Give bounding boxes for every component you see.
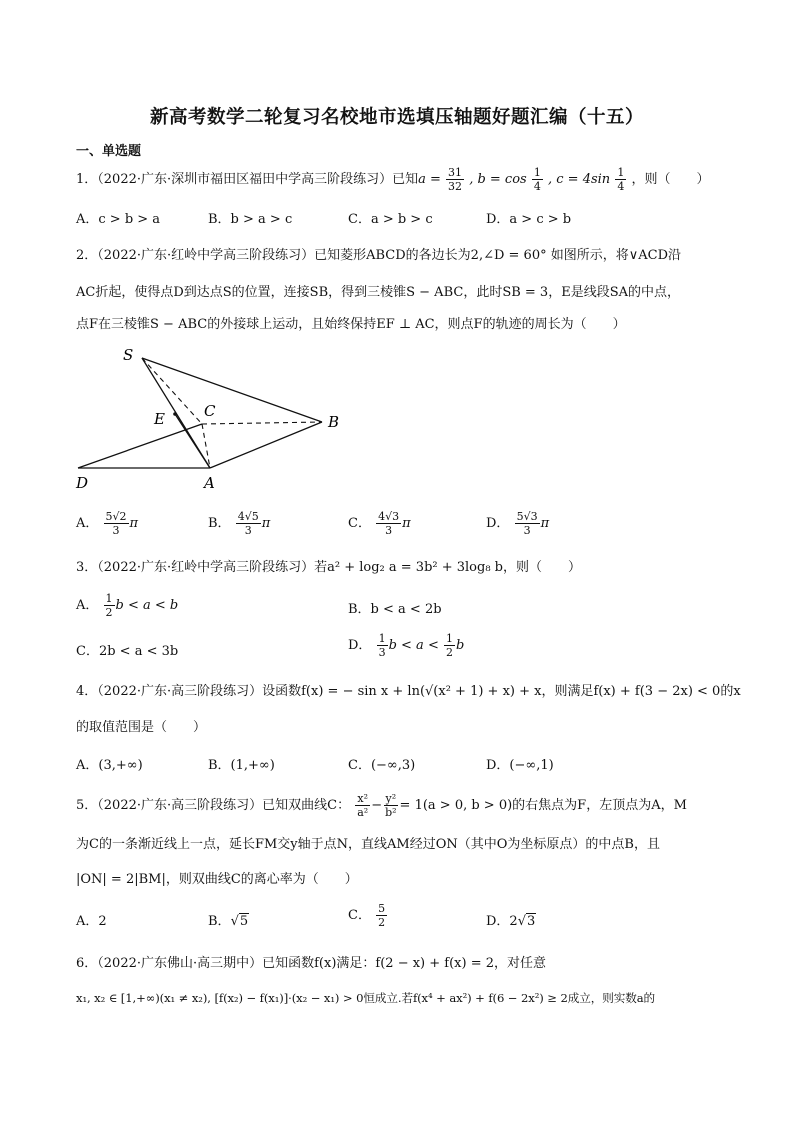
label-a: A [204, 474, 215, 492]
q5-option-c: C． $\frac{5}{2}$ [348, 902, 386, 929]
q1-option-d: D．a > c > b [486, 212, 572, 227]
pyramid-figure [70, 340, 360, 500]
q2-option-d: D． $\frac{5√3}{3}$ π [486, 510, 550, 537]
page-title: 新高考数学二轮复习名校地市选填压轴题好题汇编（十五） [149, 107, 644, 128]
question-5-line-1: 5．（2022·广东·高三阶段练习）已知双曲线C： $\frac{\text{x²}}{\text{a²}}$ − $\frac{\text{y²}}{\text{b²}}$ = 1(a > 0, b > 0)的右焦点为F，左顶点为A，M [76, 792, 687, 819]
question-5-line-3: |ON| = 2|BM|，则双曲线C的离心率为（ ） [76, 872, 358, 887]
question-2-line-1: 2．（2022·广东·红岭中学高三阶段练习）已知菱形ABCD的各边长为2,∠D = 60° 如图所示，将∨ACD沿 [76, 248, 681, 263]
edge-sb [142, 358, 322, 422]
edge-sc-hidden [142, 358, 202, 424]
label-s: S [123, 346, 134, 364]
q1-option-b: B．b > a > c [208, 212, 293, 227]
question-4-line-1: 4．（2022·广东·高三阶段练习）设函数f(x) = − sin x + ln(√(x² + 1) + x) + x，则满足f(x) + f(3 − 2x) < 0的x [76, 684, 741, 699]
question-4-line-2: 的取值范围是（ ） [76, 720, 207, 735]
question-2-line-2: AC折起，使得点D到达点S的位置，连接SB，得到三棱锥S − ABC，此时SB = 3，E是线段SA的中点， [76, 285, 680, 300]
q2-option-b: B． $\frac{4√5}{3}$ π [208, 510, 271, 537]
question-1-stem: 1．（2022·广东·深圳市福田区福田中学高三阶段练习）已知a = $\frac{31}{32}$ , b = cos $\frac{1}{4}$ , c = 4sin $\frac{1}{4}$ ，则（ ） [76, 166, 710, 193]
question-3-stem: 3．（2022·广东·红岭中学高三阶段练习）若a² + log₂ a = 3b² + 3log₈ b，则（ ） [76, 560, 582, 575]
question-6-line-2: x₁, x₂ ∈ [1,+∞)(x₁ ≠ x₂), [f(x₂) − f(x₁)]·(x₂ − x₁) > 0恒成立.若f(x⁴ + ax²) + f(6 − 2x²) ≥ 2成立，则实数a的 [76, 991, 656, 1005]
label-b: B [328, 413, 340, 431]
q4-option-a: A．(3,+∞) [76, 758, 143, 773]
question-2-line-3: 点F在三棱锥S − ABC的外接球上运动，且始终保持EF ⊥ AC，则点F的轨迹的周长为（ ） [76, 317, 626, 332]
point-e-dot [173, 412, 177, 416]
q4-option-d: D．(−∞,1) [486, 758, 554, 773]
q3-option-a: A． $\frac{1}{2}$ b < a < b [76, 592, 179, 619]
q3-option-d: D． $\frac{1}{3}$ b < a < $\frac{1}{2}$ b [348, 632, 465, 659]
question-6-line-1: 6．（2022·广东佛山·高三期中）已知函数f(x)满足：f(2 − x) + f(x) = 2，对任意 [76, 956, 546, 971]
edge-cb-hidden [202, 422, 322, 424]
q3-option-b: B．b < a < 2b [348, 602, 442, 617]
q5-option-a: A．2 [76, 914, 107, 929]
q3-option-c: C．2b < a < 3b [76, 644, 179, 659]
q4-option-c: C．(−∞,3) [348, 758, 416, 773]
q4-option-b: B．(1,+∞) [208, 758, 275, 773]
q1-option-a: A．c > b > a [76, 212, 161, 227]
edge-dc [78, 424, 202, 468]
q5-option-b: B．√5 [208, 914, 249, 929]
q2-option-c: C． $\frac{4√3}{3}$ π [348, 510, 411, 537]
q1-option-c: C．a > b > c [348, 212, 433, 227]
edge-ec [175, 414, 210, 468]
section-heading: 一、单选题 [76, 144, 142, 159]
label-c: C [204, 402, 216, 420]
edge-ab [210, 422, 322, 468]
label-d: D [76, 474, 89, 492]
q5-option-d: D．2√3 [486, 914, 536, 929]
question-5-line-2: 为C的一条渐近线上一点，延长FM交y轴于点N，直线AM经过ON（其中O为坐标原点）的中点B，且 [76, 837, 660, 852]
q2-option-a: A． $\frac{5√2}{3}$ π [76, 510, 139, 537]
label-e: E [154, 410, 165, 428]
